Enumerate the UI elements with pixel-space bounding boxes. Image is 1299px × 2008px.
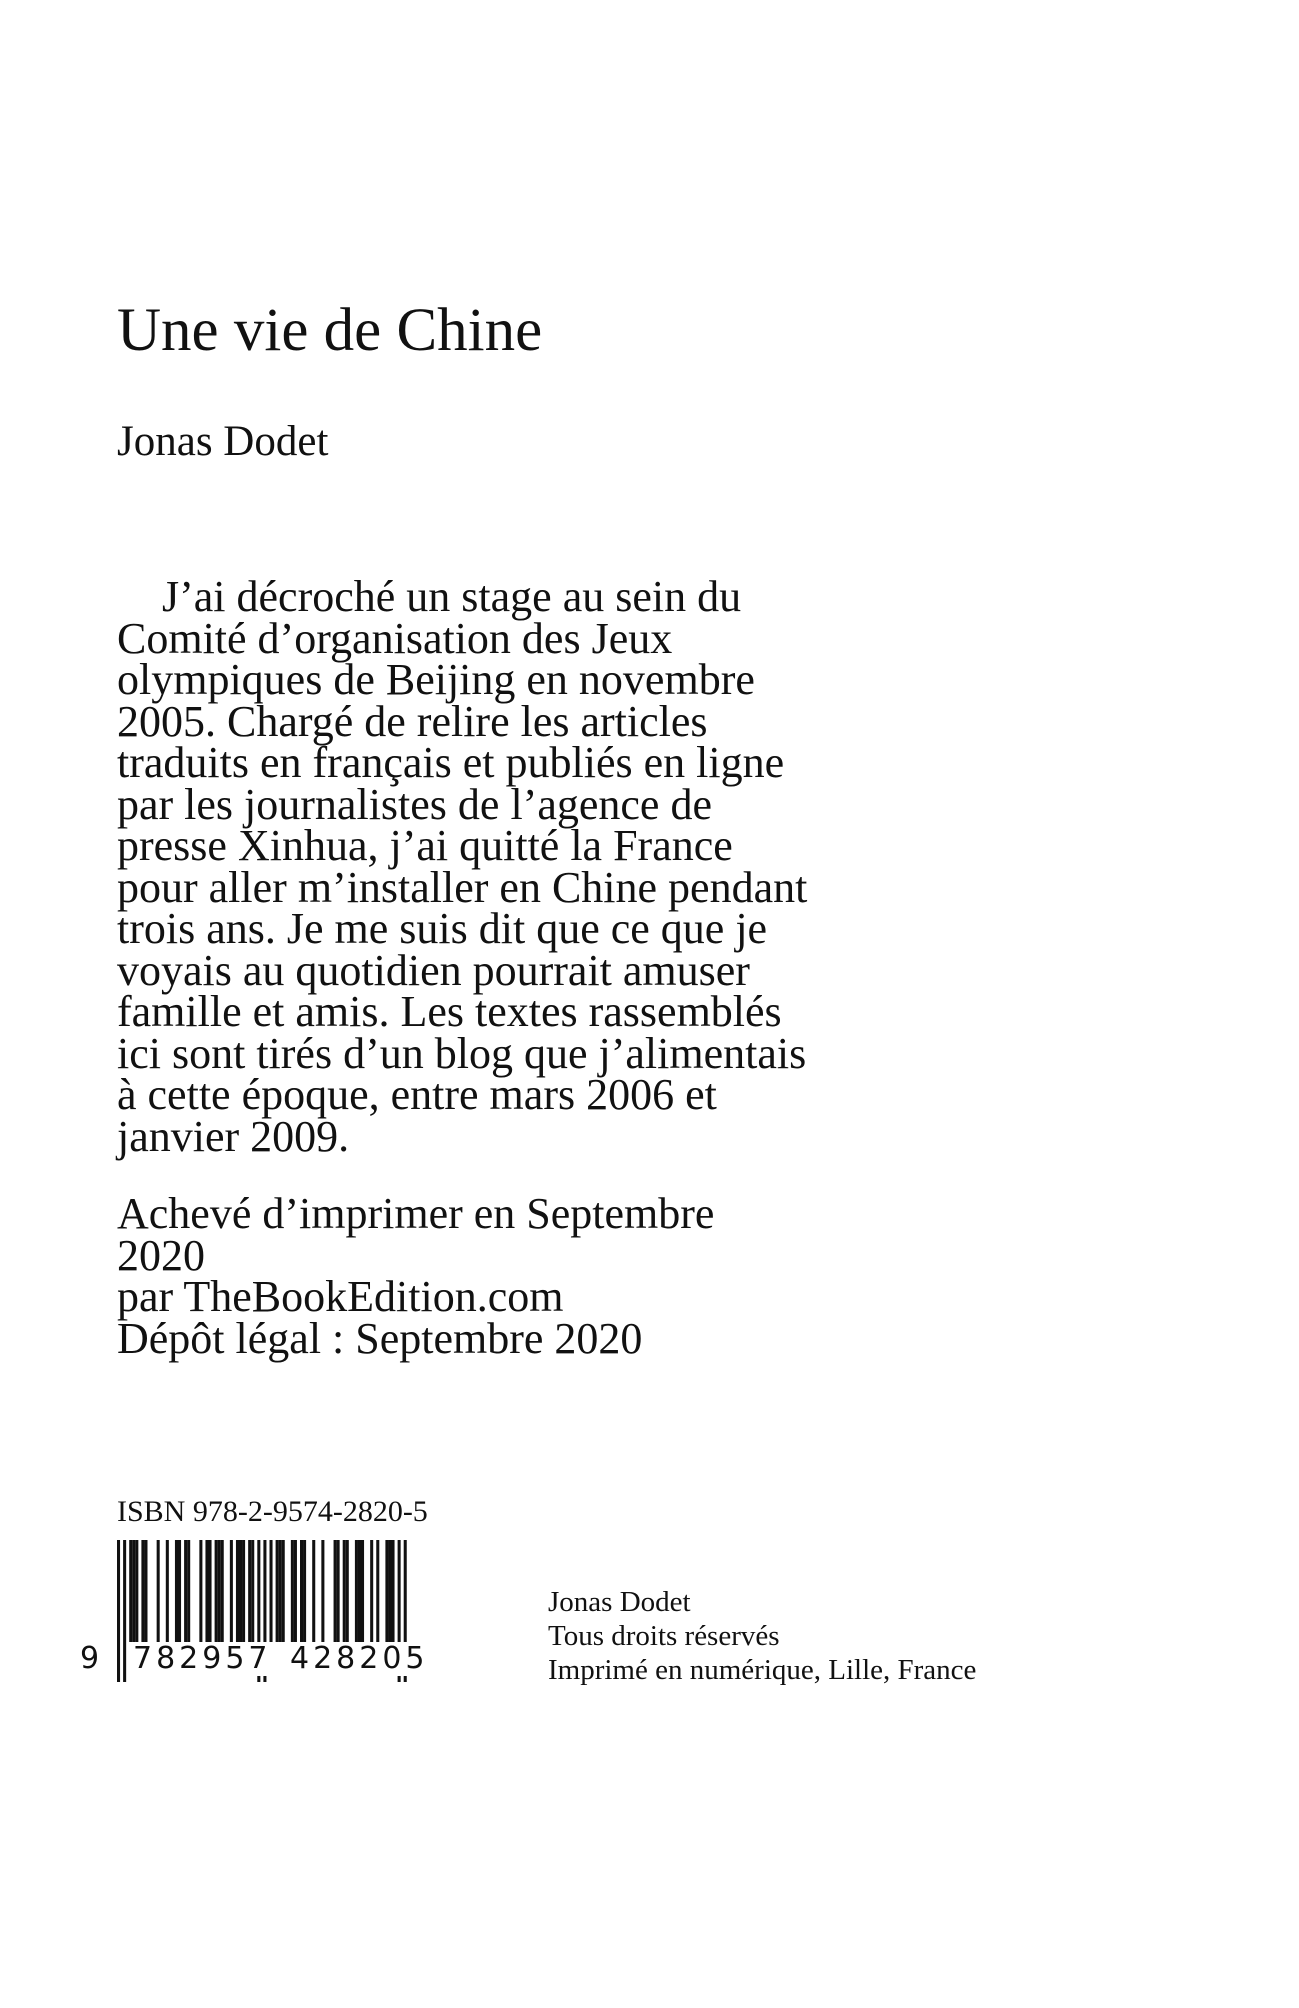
barcode-bar: [251, 1540, 254, 1642]
barcode-bar: [300, 1540, 303, 1642]
barcode-bar: [294, 1540, 297, 1642]
barcode-bar: [361, 1540, 364, 1642]
barcode-bar: [343, 1540, 346, 1642]
barcode-guard-bar: [123, 1540, 126, 1682]
blurb-line: pour aller m’installer en Chine pendant: [117, 862, 808, 912]
back-cover-blurb: [117, 572, 977, 1161]
barcode-bar: [346, 1540, 349, 1642]
barcode-bar: [270, 1540, 273, 1642]
isbn-label: ISBN 978-2-9574-2820-5: [117, 1495, 428, 1528]
printing-notice: [117, 1189, 715, 1363]
barcode-bar: [132, 1540, 135, 1642]
barcode-digits-left: 782957: [133, 1641, 272, 1676]
barcode-bar: [178, 1540, 181, 1642]
barcode-bar: [175, 1540, 178, 1642]
blurb-line: J’ai décroché un stage au sein du: [162, 572, 742, 621]
barcode-bar: [321, 1540, 324, 1642]
barcode-bar: [248, 1540, 251, 1642]
barcode-bar: [376, 1540, 379, 1642]
barcode-bar: [230, 1540, 233, 1642]
barcode-bar: [215, 1540, 218, 1642]
blurb-line: presse Xinhua, j’ai quitté la France: [117, 821, 733, 870]
barcode-digits-right: 428205: [290, 1641, 429, 1676]
barcode-bar: [141, 1540, 144, 1642]
barcode-guard-bar: [117, 1540, 120, 1682]
printing-line: Dépôt légal : Septembre 2020: [117, 1313, 643, 1363]
barcode-bar: [239, 1540, 242, 1642]
barcode-bar: [291, 1540, 294, 1642]
barcode-bar: [199, 1540, 202, 1642]
barcode-bar: [358, 1540, 361, 1642]
barcode-bar: [279, 1540, 282, 1642]
barcode-digit-prefix: 9: [80, 1641, 104, 1676]
barcode-bar: [276, 1540, 279, 1642]
barcode-bar: [337, 1540, 340, 1642]
blurb-line: olympiques de Beijing en novembre: [117, 655, 755, 704]
barcode-bar: [129, 1540, 132, 1642]
barcode-bar: [187, 1540, 190, 1642]
barcode-bar: [218, 1540, 221, 1642]
barcode-bar: [392, 1540, 395, 1642]
blurb-line: par les journalistes de l’agence de: [117, 779, 712, 829]
blurb-line: janvier 2009.: [117, 1111, 350, 1161]
barcode-bar: [236, 1540, 239, 1642]
barcode-bar: [242, 1540, 245, 1642]
colophon-printed: Imprimé en numérique, Lille, France: [548, 1654, 977, 1686]
barcode-bar: [209, 1540, 212, 1642]
barcode-bar: [312, 1540, 315, 1642]
blurb-line: ici sont tirés d’un blog que j’alimentais: [117, 1028, 807, 1078]
barcode-bar: [221, 1540, 224, 1642]
printing-line: 2020: [117, 1230, 205, 1280]
blurb-line: trois ans. Je me suis dit que ce que je: [117, 904, 768, 953]
barcode-bar: [157, 1540, 160, 1642]
barcode-bar: [282, 1540, 285, 1642]
barcode-bar: [334, 1540, 337, 1642]
barcode-bar: [370, 1540, 373, 1642]
barcode-bar: [166, 1540, 169, 1642]
barcode-bar: [205, 1540, 208, 1642]
colophon: [548, 1585, 976, 1687]
printing-line: par TheBookEdition.com: [117, 1272, 564, 1321]
blurb-line: voyais au quotidien pourrait amuser: [117, 945, 750, 995]
barcode-bar: [144, 1540, 147, 1642]
book-title: Une vie de Chine: [117, 297, 543, 364]
barcode-bar: [388, 1540, 391, 1642]
book-author: Jonas Dodet: [117, 418, 329, 465]
colophon-author: Jonas Dodet: [548, 1586, 691, 1618]
colophon-rights: Tous droits réservés: [548, 1620, 780, 1652]
barcode-bar: [355, 1540, 358, 1642]
barcode-bar: [303, 1540, 306, 1642]
printing-line: Achevé d’imprimer en Septembre: [117, 1189, 715, 1238]
barcode-bar: [385, 1540, 388, 1642]
blurb-line: famille et amis. Les textes rassemblés: [117, 987, 782, 1036]
blurb-line: à cette époque, entre mars 2006 et: [117, 1070, 717, 1119]
barcode-bar: [184, 1540, 187, 1642]
blurb-line: Comité d’organisation des Jeux: [117, 613, 673, 663]
barcode-bar: [135, 1540, 138, 1642]
blurb-line: 2005. Chargé de relire les articles: [117, 696, 708, 746]
blurb-line: traduits en français et publiés en ligne: [117, 738, 785, 787]
